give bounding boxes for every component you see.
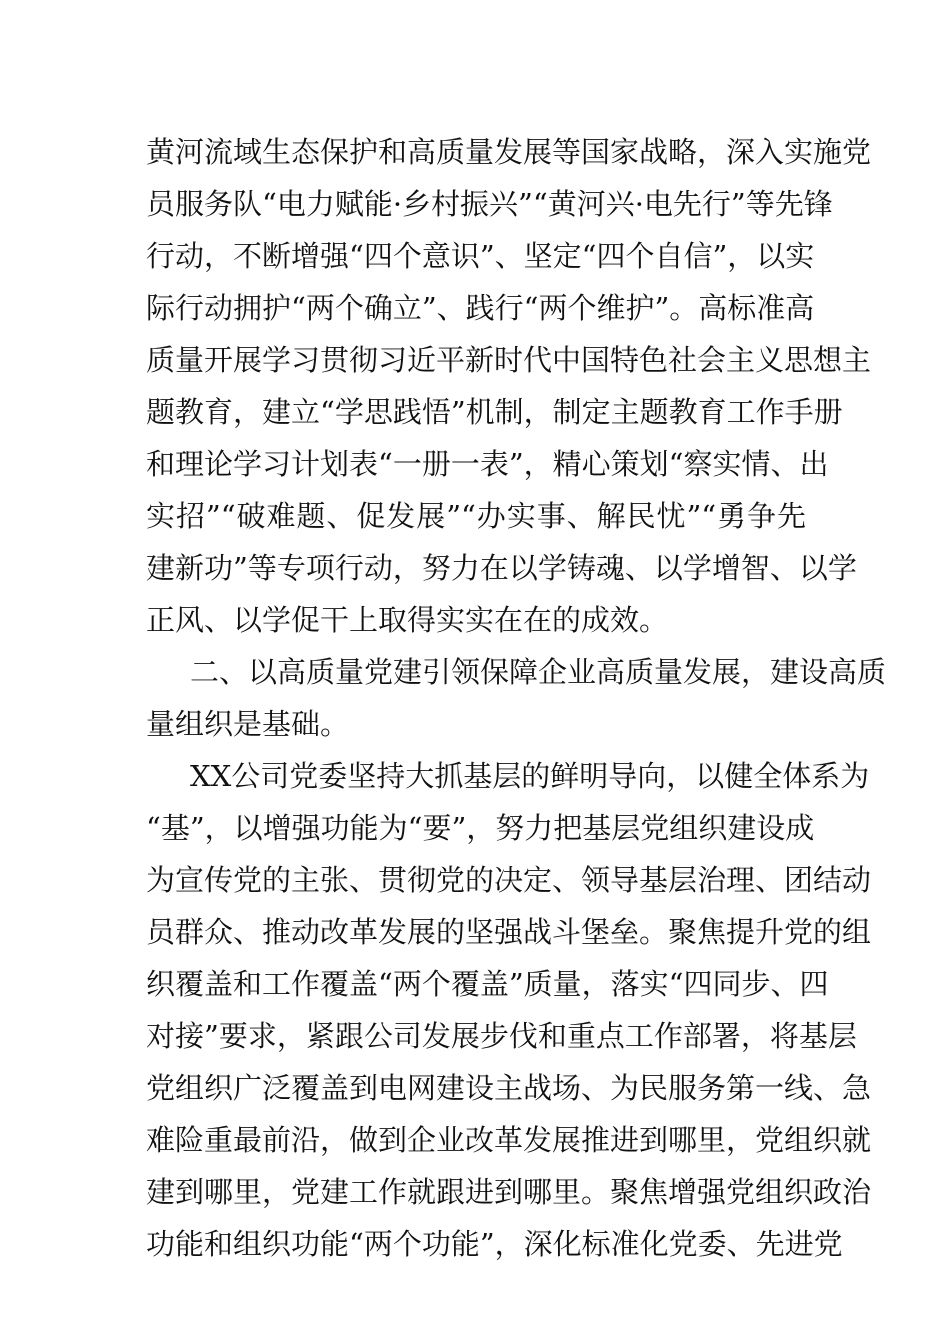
paragraph-line: 织覆盖和工作覆盖“两个覆盖”质量，落实“四同步、四 [146, 967, 829, 1001]
section-heading-line: 二、以高质量党建引领保障企业高质量发展，建设高质 [190, 655, 887, 689]
paragraph-line: 黄河流域生态保护和高质量发展等国家战略，深入实施党 [146, 135, 872, 169]
paragraph-line: 行动，不断增强“四个意识”、坚定“四个自信”，以实 [146, 239, 815, 273]
paragraph-line: 为宣传党的主张、贯彻党的决定、领导基层治理、团结动 [146, 863, 872, 897]
paragraph-line: 建新功”等专项行动，努力在以学铸魂、以学增智、以学 [146, 551, 857, 585]
paragraph-line: 实招”“破难题、促发展”“办实事、解民忧”“勇争先 [146, 499, 806, 533]
paragraph-line: 难险重最前沿，做到企业改革发展推进到哪里，党组织就 [146, 1123, 872, 1157]
paragraph-line: 员群众、推动改革发展的坚强战斗堡垒。聚焦提升党的组 [146, 915, 872, 949]
paragraph-line: 际行动拥护“两个确立”、践行“两个维护”。高标准高 [146, 291, 815, 325]
paragraph-line: 质量开展学习贯彻习近平新时代中国特色社会主义思想主 [146, 343, 872, 377]
paragraph-line: 功能和组织功能“两个功能”，深化标准化党委、先进党 [146, 1227, 843, 1261]
paragraph-line: 建到哪里，党建工作就跟进到哪里。聚焦增强党组织政治 [146, 1175, 872, 1209]
paragraph-line: 员服务队“电力赋能·乡村振兴”“黄河兴·电先行”等先锋 [146, 187, 833, 221]
section-heading-line: 量组织是基础。 [146, 707, 350, 741]
paragraph-line: 对接”要求，紧跟公司发展步伐和重点工作部署，将基层 [146, 1019, 857, 1053]
document-body [146, 126, 887, 1270]
paragraph-line: 党组织广泛覆盖到电网建设主战场、为民服务第一线、急 [146, 1071, 872, 1105]
paragraph-line: XX公司党委坚持大抓基层的鲜明导向，以健全体系为 [190, 759, 870, 793]
paragraph-line: 和理论学习计划表“一册一表”，精心策划“察实情、出 [146, 447, 829, 481]
paragraph-line: “基”，以增强功能为“要”，努力把基层党组织建设成 [146, 811, 815, 845]
paragraph-line: 正风、以学促干上取得实实在在的成效。 [146, 603, 669, 637]
paragraph-line: 题教育，建立“学思践悟”机制，制定主题教育工作手册 [146, 395, 843, 429]
